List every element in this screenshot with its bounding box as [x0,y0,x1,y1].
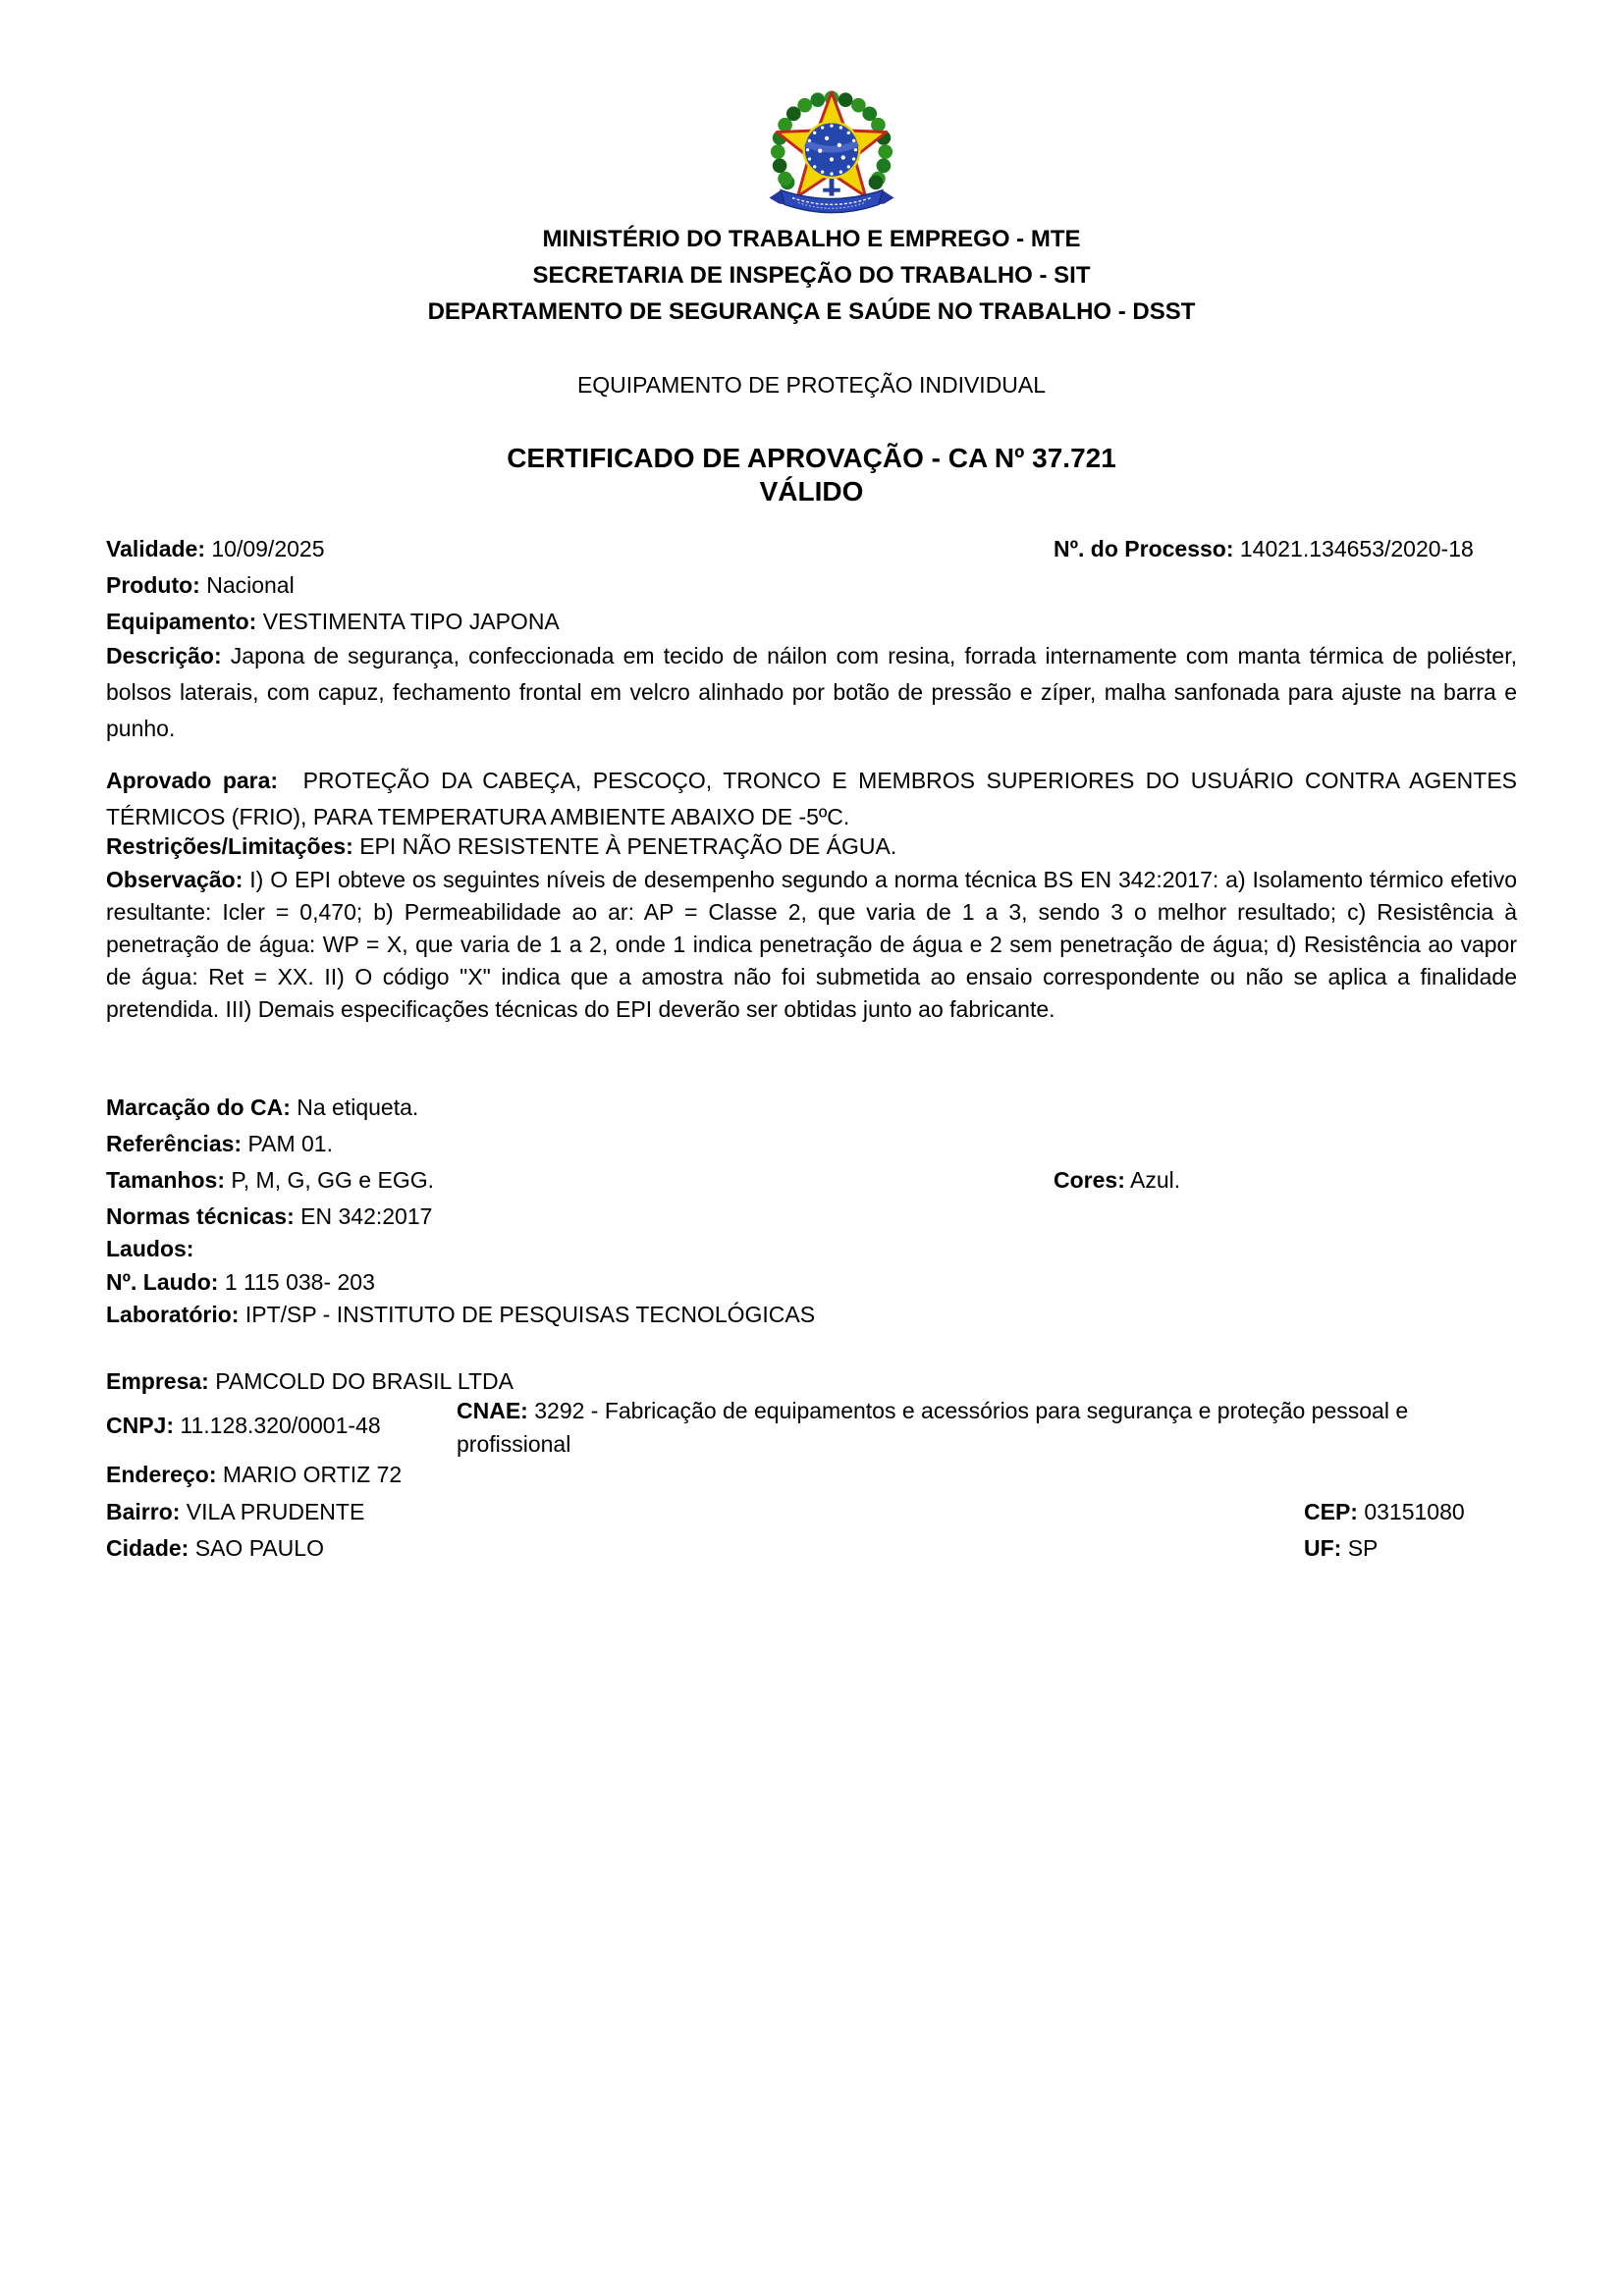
field-descricao-label: Descrição: [106,643,222,668]
field-uf-label: UF: [1304,1535,1342,1561]
field-tamanhos-value: P, M, G, GG e EGG. [231,1167,435,1193]
row-validade [106,531,1517,567]
field-referencias-label: Referências: [106,1131,243,1156]
org-line-secretaria: SECRETARIA DE INSPEÇÃO DO TRABALHO - SIT [532,262,1091,289]
row-normas [106,1199,1517,1235]
field-tamanhos [106,1167,434,1193]
field-equipamento-value: VESTIMENTA TIPO JAPONA [262,609,560,634]
field-descricao [106,638,1517,747]
field-observacao [106,864,1517,1026]
field-cep-value: 03151080 [1364,1499,1465,1524]
field-num-laudo-value: 1 115 038- 203 [224,1269,375,1295]
row-num-laudo [106,1264,1517,1301]
field-endereco-label: Endereço: [106,1462,217,1487]
field-cnpj-label: CNPJ: [106,1413,175,1438]
field-cores-value: Azul. [1129,1167,1181,1193]
row-cidade-uf [106,1530,1517,1567]
row-endereco [106,1457,1517,1493]
field-num-laudo-label: Nº. Laudo: [106,1269,219,1295]
row-produto [106,567,1517,604]
field-bairro-label: Bairro: [106,1499,181,1524]
field-cidade [106,1535,324,1561]
field-cidade-value: SAO PAULO [194,1535,324,1561]
brazil-coat-of-arms-icon [759,90,904,220]
field-cores [1054,1162,1180,1199]
row-marcacao [106,1090,1517,1126]
document-category: EQUIPAMENTO DE PROTEÇÃO INDIVIDUAL [576,372,1047,398]
field-cores-label: Cores: [1054,1167,1125,1193]
document-title: CERTIFICADO DE APROVAÇÃO - CA Nº 37.721 [507,443,1116,473]
field-empresa-label: Empresa: [106,1368,209,1394]
row-equipamento [106,604,1517,640]
globe-shape [804,122,860,178]
title-block [106,442,1517,508]
field-bairro [106,1499,364,1524]
field-cep [1304,1494,1465,1530]
field-processo [1054,531,1474,567]
field-marcacao-label: Marcação do CA: [106,1095,291,1120]
field-aprovado-para-value: PROTEÇÃO DA CABEÇA, PESCOÇO, TRONCO E MEMBROS SUPERIORES DO USUÁRIO CONTRA AGENTES TÉRMICOS (FRIO), PARA TEMPERATURA AMBIENTE ABAIXO DE -5ºC. [106,768,1517,829]
field-bairro-value: VILA PRUDENTE [186,1499,365,1524]
field-cnpj-value: 11.128.320/0001-48 [180,1413,381,1438]
row-bairro-cep [106,1494,1517,1530]
field-processo-value: 14021.134653/2020-18 [1239,536,1474,561]
row-tamanhos-cores [106,1162,1517,1199]
field-produto-value: Nacional [206,572,295,598]
field-validade [106,536,325,561]
field-marcacao-value: Na etiqueta. [297,1095,419,1120]
field-uf [1304,1530,1378,1567]
field-cnae [457,1394,1517,1461]
field-normas-value: EN 342:2017 [300,1203,433,1229]
field-processo-label: Nº. do Processo: [1054,536,1234,561]
field-empresa-value: PAMCOLD DO BRASIL LTDA [215,1368,514,1394]
row-laudos [106,1231,1517,1267]
field-laudos-label: Laudos: [106,1236,194,1261]
field-uf-value: SP [1347,1535,1379,1561]
sword-shape [823,179,840,196]
field-endereco-value: MARIO ORTIZ 72 [222,1462,403,1487]
certificate-body [106,0,1517,2296]
org-line-departamento: DEPARTAMENTO DE SEGURANÇA E SAÚDE NO TRABALHO - DSST [427,298,1196,325]
row-laboratorio [106,1297,1517,1333]
field-descricao-value: Japona de segurança, confeccionada em tecido de náilon com resina, forrada internamente com manta térmica de poliéster, bolsos laterais, com capuz, fechamento frontal em velcro alinhado por botão de pressão e zíper, malha sanfonada para ajuste na barra e punho. [106,643,1517,741]
field-observacao-label: Observação: [106,867,243,892]
field-aprovado-para-label: Aprovado para: [106,768,279,793]
field-laboratorio-label: Laboratório: [106,1302,240,1327]
field-validade-value: 10/09/2025 [211,536,325,561]
field-observacao-value: I) O EPI obteve os seguintes níveis de desempenho segundo a norma técnica BS EN 342:2017: a) Isolamento térmico efetivo resultante: Icler = 0,470; b) Permeabilidade ao ar: AP = Classe 2, que varia de 1 a 3, sendo 3 o melhor resultado; c) Resistência à penetração de água: WP = X, que varia de 1 a 2, onde 1 indica penetração de água e 2 sem penetração de água; d) Resistência ao vapor de água: Ret = XX. II) O código "X" indica que a amostra não foi submetida ao ensaio correspondente ou não se aplica a finalidade pretendida. III) Demais especificações técnicas do EPI deverão ser obtidas junto ao fabricante. [106,867,1517,1022]
field-aprovado-para [106,763,1517,835]
field-cnae-value: 3292 - Fabricação de equipamentos e acessórios para segurança e proteção pessoal e profissional [457,1398,1409,1457]
field-laboratorio-value: IPT/SP - INSTITUTO DE PESQUISAS TECNOLÓGICAS [244,1302,816,1327]
field-cidade-label: Cidade: [106,1535,189,1561]
field-normas-label: Normas técnicas: [106,1203,295,1229]
field-equipamento-label: Equipamento: [106,609,257,634]
row-restricoes [106,828,1517,865]
field-produto-label: Produto: [106,572,200,598]
field-validade-label: Validade: [106,536,205,561]
row-referencias [106,1126,1517,1162]
field-cep-label: CEP: [1304,1499,1358,1524]
field-referencias-value: PAM 01. [247,1131,333,1156]
org-line-ministerio: MINISTÉRIO DO TRABALHO E EMPREGO - MTE [542,226,1081,252]
status-valid: VÁLIDO [759,476,864,507]
field-tamanhos-label: Tamanhos: [106,1167,225,1193]
field-restricoes-value: EPI NÃO RESISTENTE À PENETRAÇÃO DE ÁGUA. [359,833,897,859]
org-header [106,221,1517,330]
field-cnae-label: CNAE: [457,1398,528,1423]
field-restricoes-label: Restrições/Limitações: [106,833,353,859]
